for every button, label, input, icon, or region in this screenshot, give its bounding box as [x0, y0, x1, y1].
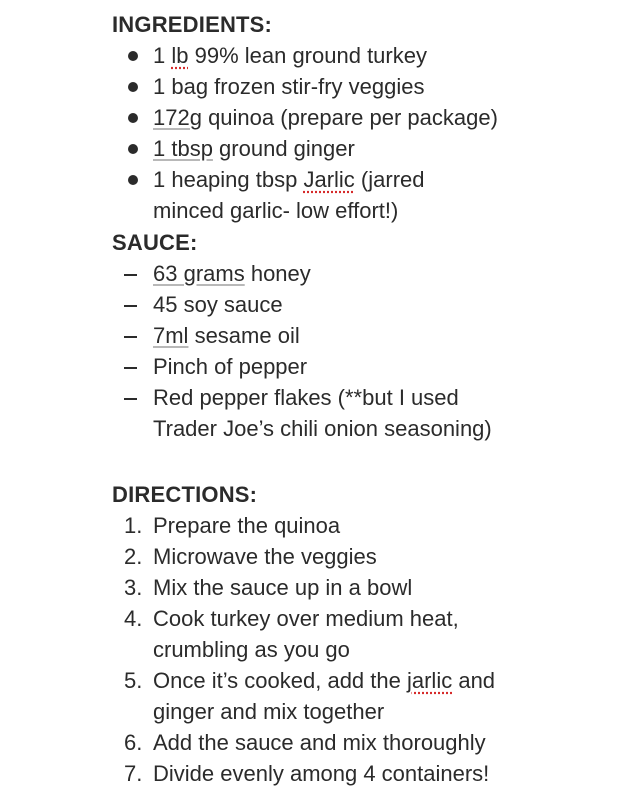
directions-heading: DIRECTIONS: [112, 482, 258, 507]
step-number: 4. [124, 606, 143, 631]
ingredient-text: 172g quinoa (prepare per package) [153, 105, 498, 130]
list-item [0, 572, 573, 603]
list-item [0, 758, 573, 789]
list-item [0, 71, 573, 102]
dash-icon [124, 367, 137, 369]
bullet-icon [128, 51, 138, 61]
sauce-text: 45 soy sauce [153, 292, 283, 317]
step-number: 7. [124, 761, 143, 786]
sauce-text: 63 grams honey [153, 261, 311, 286]
list-item [0, 382, 573, 444]
list-item [0, 164, 573, 226]
list-item [0, 351, 573, 382]
step-text: Cook turkey over medium heat, [153, 606, 459, 631]
sauce-list [0, 258, 640, 444]
bullet-icon [128, 144, 138, 154]
bullet-icon [128, 113, 138, 123]
dash-icon [124, 398, 137, 400]
step-number: 5. [124, 668, 143, 693]
dash-icon [124, 336, 137, 338]
step-text: Mix the sauce up in a bowl [153, 575, 413, 600]
directions-list [0, 510, 640, 789]
list-item [0, 289, 573, 320]
sauce-text: Pinch of pepper [153, 354, 308, 379]
list-item [0, 40, 573, 71]
list-item [0, 510, 573, 541]
ingredient-text: 1 tbsp ground ginger [153, 136, 355, 161]
ingredients-list [0, 40, 640, 226]
list-item [0, 541, 573, 572]
list-item [0, 102, 573, 133]
sauce-heading: SAUCE: [112, 230, 198, 255]
step-number: 6. [124, 730, 143, 755]
step-number: 2. [124, 544, 143, 569]
dash-icon [124, 274, 137, 276]
step-text-continued: ginger and mix together [153, 699, 385, 724]
bullet-icon [128, 175, 138, 185]
sauce-text: Red pepper flakes (**but I used [153, 385, 459, 410]
step-number: 3. [124, 575, 143, 600]
list-item [0, 727, 573, 758]
list-item [0, 665, 573, 727]
step-text: Microwave the veggies [153, 544, 377, 569]
ingredient-text-continued: minced garlic- low effort!) [153, 198, 399, 223]
list-item [0, 258, 573, 289]
dash-icon [124, 305, 137, 307]
sauce-text-continued: Trader Joe’s chili onion seasoning) [153, 416, 492, 441]
list-item [0, 320, 573, 351]
ingredients-heading: INGREDIENTS: [112, 12, 273, 37]
step-text-continued: crumbling as you go [153, 637, 350, 662]
ingredient-text: 1 bag frozen stir-fry veggies [153, 74, 425, 99]
sauce-text: 7ml sesame oil [153, 323, 300, 348]
step-text: Add the sauce and mix thoroughly [153, 730, 486, 755]
step-text: Prepare the quinoa [153, 513, 341, 538]
step-number: 1. [124, 513, 143, 538]
step-text: Once it’s cooked, add the jarlic and [153, 668, 496, 693]
list-item [0, 603, 573, 665]
ingredient-text: 1 heaping tbsp Jarlic (jarred [153, 167, 425, 192]
list-item [0, 133, 573, 164]
step-text: Divide evenly among 4 containers! [153, 761, 490, 786]
bullet-icon [128, 82, 138, 92]
ingredient-text: 1 lb 99% lean ground turkey [153, 43, 427, 68]
